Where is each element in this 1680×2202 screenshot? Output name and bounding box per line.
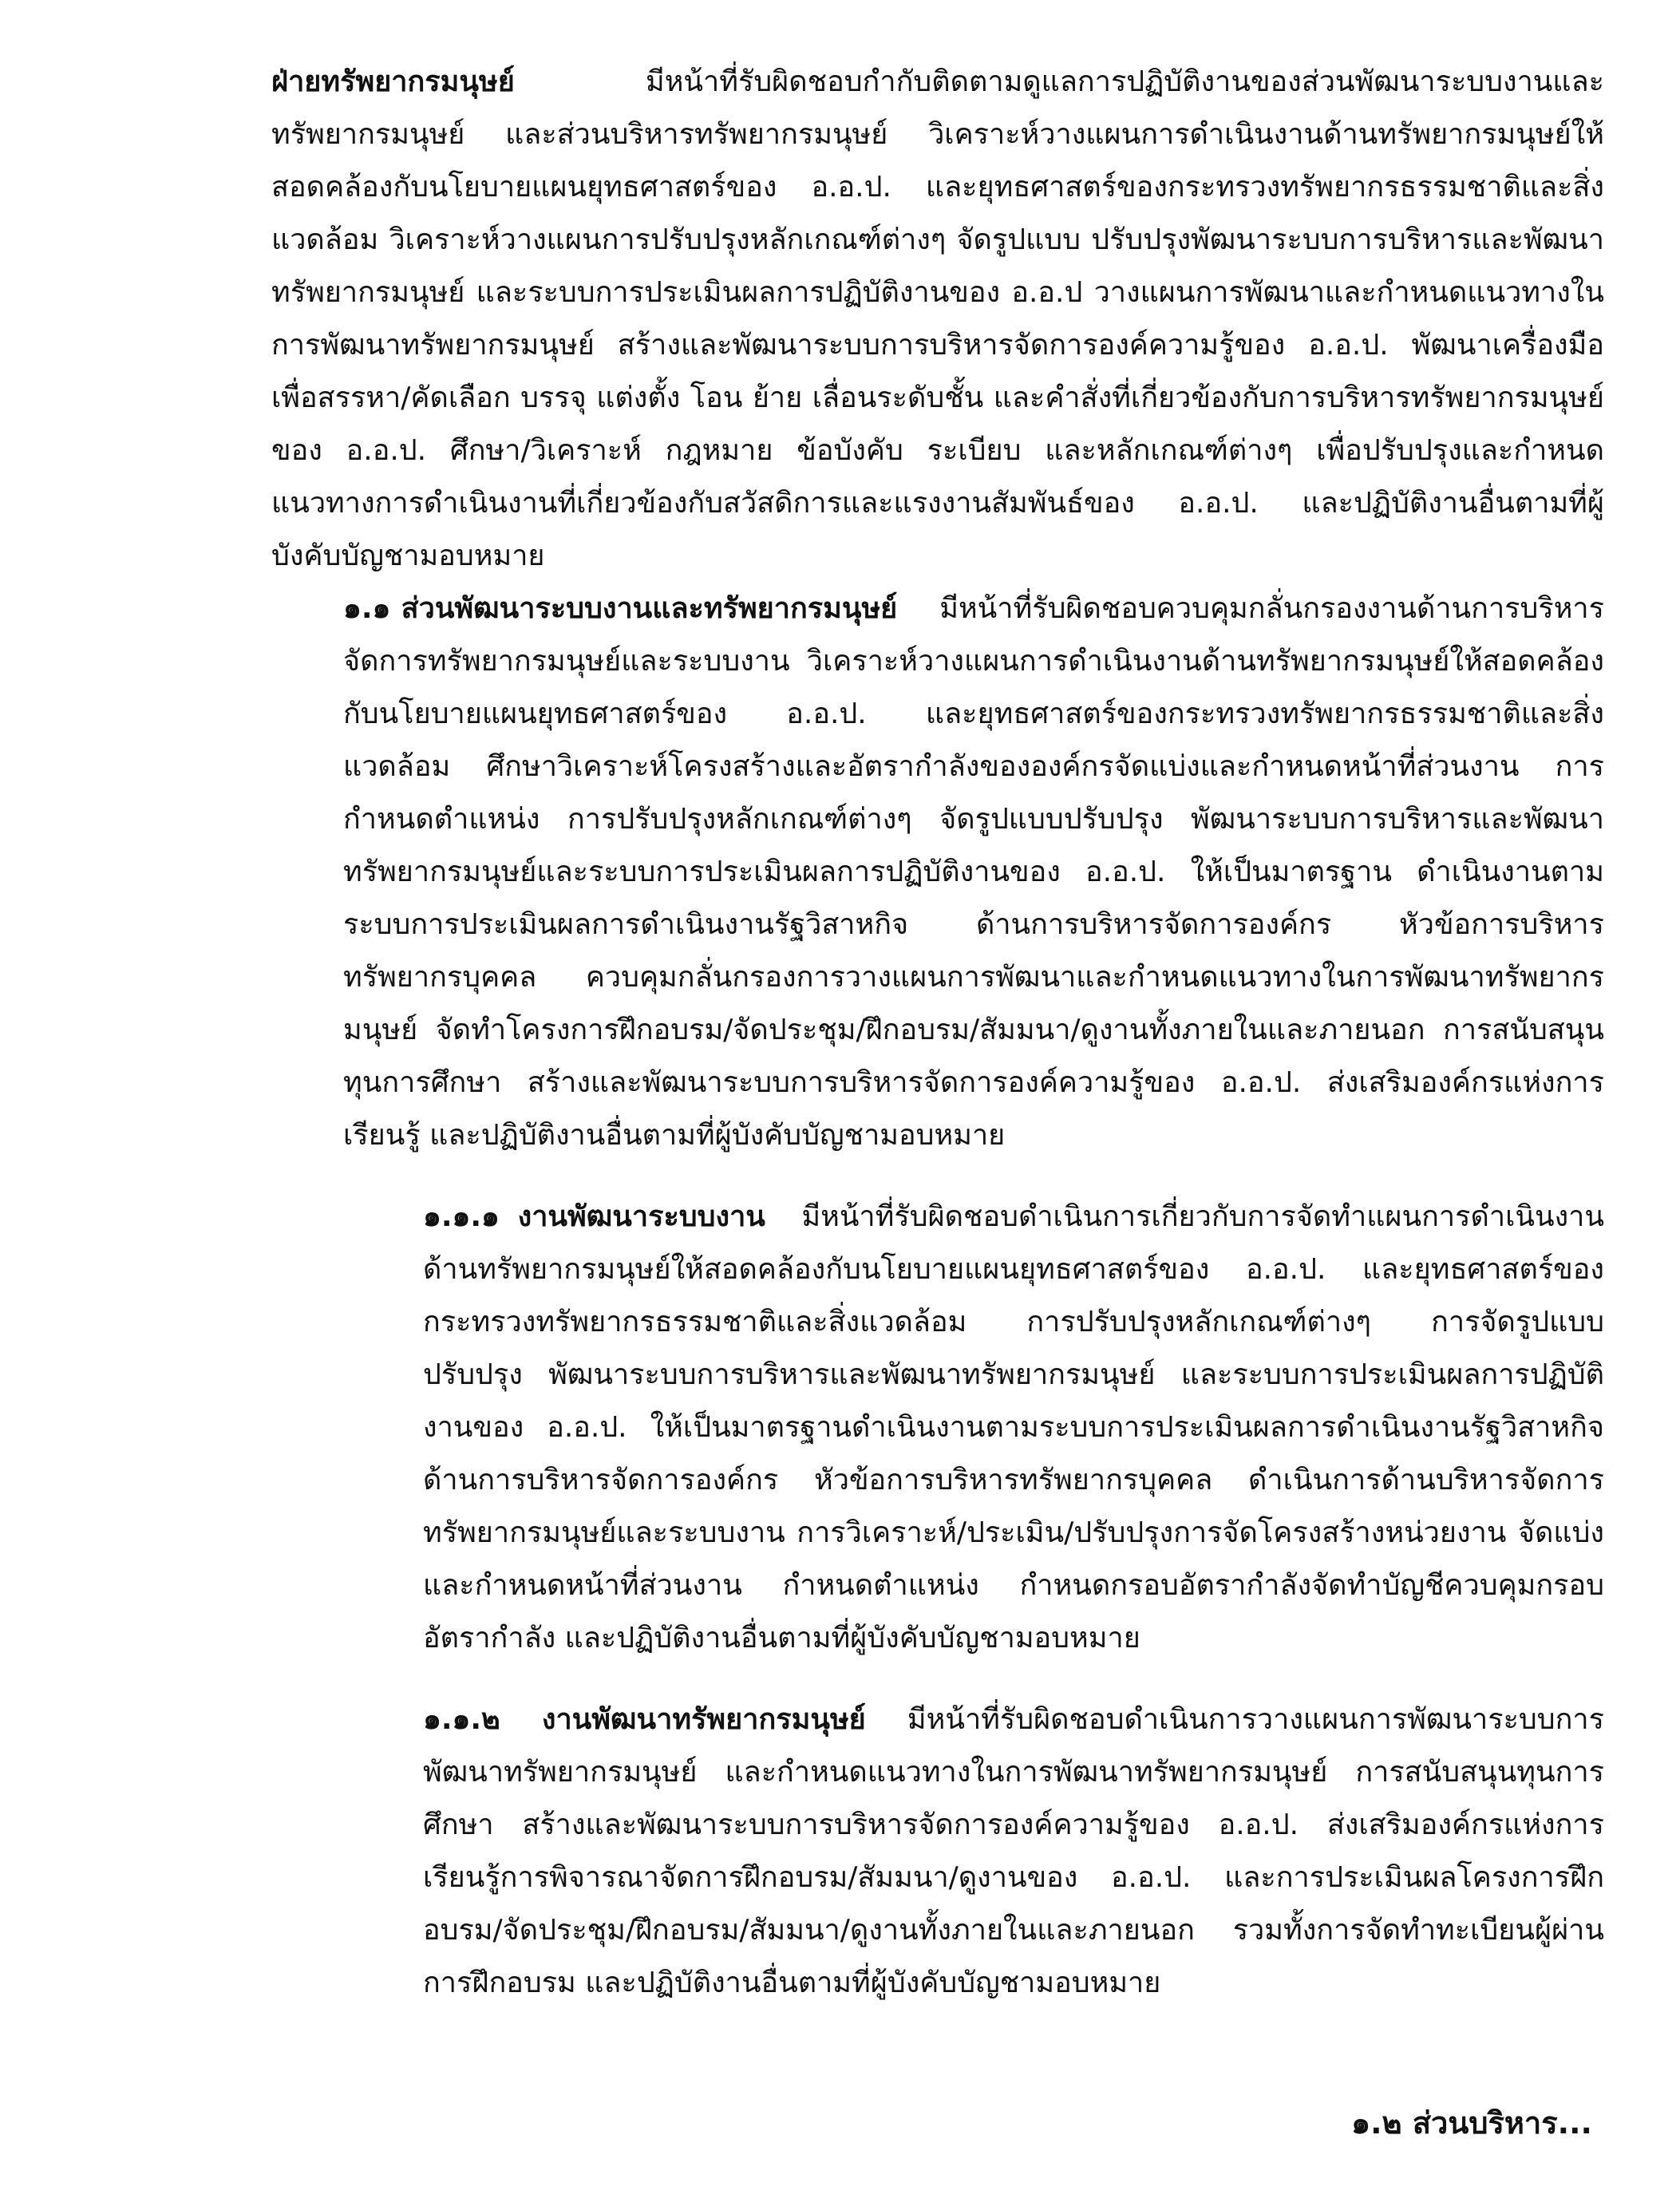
paragraph-section-1-1-1: [80, 1191, 1604, 1665]
heading-hr-department: ฝ่ายทรัพยากรมนุษย์: [271, 65, 515, 98]
heading-section-1-1: ส่วนพัฒนาระบบงานและทรัพยากรมนุษย์: [401, 592, 898, 625]
heading-section-1-1-2: งานพัฒนาทรัพยากรมนุษย์: [541, 1703, 866, 1736]
continuation-marker: [1351, 2099, 1592, 2147]
body-hr-department: มีหน้าที่รับผิดชอบกำกับติดตามดูแลการปฏิบัติงานของส่วนพัฒนาระบบงานและทรัพยากรมนุษย์ และส่วนบริหารทรัพยากรมนุษย์ วิเคราะห์วางแผนการดำเนินงานด้านทรัพยากรมนุษย์ให้สอดคล้องกับนโยบายแผนยุทธศาสตร์ของ อ.อ.ป. และยุทธศาสตร์ของกระทรวงทรัพยากรธรรมชาติและสิ่งแวดล้อม วิเคราะห์วางแผนการปรับปรุงหลักเกณฑ์ต่างๆ จัดรูปแบบ ปรับปรุงพัฒนาระบบการบริหารและพัฒนาทรัพยากรมนุษย์ และระบบการประเมินผลการปฏิบัติงานของ อ.อ.ป วางแผนการพัฒนาและกำหนดแนวทางในการพัฒนาทรัพยากรมนุษย์ สร้างและพัฒนาระบบการบริหารจัดการองค์ความรู้ของ อ.อ.ป. พัฒนาเครื่องมือเพื่อสรรหา/คัดเลือก บรรจุ แต่งตั้ง โอน ย้าย เลื่อนระดับชั้น และคำสั่งที่เกี่ยวข้องกับการบริหารทรัพยากรมนุษย์ของ อ.อ.ป. ศึกษา/วิเคราะห์ กฎหมาย ข้อบังคับ ระเบียบ และหลักเกณฑ์ต่างๆ เพื่อปรับปรุงและกำหนดแนวทางการดำเนินงานที่เกี่ยวข้องกับสวัสดิการและแรงงานสัมพันธ์ของ อ.อ.ป. และปฏิบัติงานอื่นตามที่ผู้บังคับบัญชามอบหมาย: [271, 65, 1604, 572]
number-section-1-1-1: ๑.๑.๑: [423, 1200, 500, 1233]
paragraph-section-1-1: [80, 583, 1604, 1162]
document-content: [80, 56, 1604, 2010]
paragraph-hr-department: [80, 56, 1604, 583]
body-section-1-1-1: มีหน้าที่รับผิดชอบดำเนินการเกี่ยวกับการจัดทำแผนการดำเนินงานด้านทรัพยากรมนุษย์ให้สอดคล้องกับนโยบายแผนยุทธศาสตร์ของ อ.อ.ป. และยุทธศาสตร์ของกระทรวงทรัพยากรธรรมชาติและสิ่งแวดล้อม การปรับปรุงหลักเกณฑ์ต่างๆ การจัดรูปแบบ ปรับปรุง พัฒนาระบบการบริหารและพัฒนาทรัพยากรมนุษย์ และระบบการประเมินผลการปฏิบัติงานของ อ.อ.ป. ให้เป็นมาตรฐานดำเนินงานตามระบบการประเมินผลการดำเนินงานรัฐวิสาหกิจ ด้านการบริหารจัดการองค์กร หัวข้อการบริหารทรัพยากรบุคคล ดำเนินการด้านบริหารจัดการทรัพยากรมนุษย์และระบบงาน การวิเคราะห์/ประเมิน/ปรับปรุงการจัดโครงสร้างหน่วยงาน จัดแบ่งและกำหนดหน้าที่ส่วนงาน กำหนดตำแหน่ง กำหนดกรอบอัตรากำลังจัดทำบัญชีควบคุมกรอบอัตรากำลัง และปฏิบัติงานอื่นตามที่ผู้บังคับบัญชามอบหมาย: [423, 1200, 1605, 1654]
body-section-1-1: มีหน้าที่รับผิดชอบควบคุมกลั่นกรองงานด้านการบริหารจัดการทรัพยากรมนุษย์และระบบงาน วิเคราะห์วางแผนการดำเนินงานด้านทรัพยากรมนุษย์ให้สอดคล้องกับนโยบายแผนยุทธศาสตร์ของ อ.อ.ป. และยุทธศาสตร์ของกระทรวงทรัพยากรธรรมชาติและสิ่งแวดล้อม ศึกษาวิเคราะห์โครงสร้างและอัตรากำลังขององค์กรจัดแบ่งและกำหนดหน้าที่ส่วนงาน การกำหนดตำแหน่ง การปรับปรุงหลักเกณฑ์ต่างๆ จัดรูปแบบปรับปรุง พัฒนาระบบการบริหารและพัฒนาทรัพยากรมนุษย์และระบบการประเมินผลการปฏิบัติงานของ อ.อ.ป. ให้เป็นมาตรฐาน ดำเนินงานตามระบบการประเมินผลการดำเนินงานรัฐวิสาหกิจ ด้านการบริหารจัดการองค์กร หัวข้อการบริหารทรัพยากรบุคคล ควบคุมกลั่นกรองการวางแผนการพัฒนาและกำหนดแนวทางในการพัฒนาทรัพยากรมนุษย์ จัดทำโครงการฝึกอบรม/จัดประชุม/ฝึกอบรม/สัมมนา/ดูงานทั้งภายในและภายนอก การสนับสนุนทุนการศึกษา สร้างและพัฒนาระบบการบริหารจัดการองค์ความรู้ของ อ.อ.ป. ส่งเสริมองค์กรแห่งการเรียนรู้ และปฏิบัติงานอื่นตามที่ผู้บังคับบัญชามอบหมาย: [343, 592, 1604, 1152]
heading-section-1-1-1: งานพัฒนาระบบงาน: [517, 1200, 765, 1233]
continuation-number: ๑.๒: [1351, 2105, 1402, 2141]
continuation-label: ส่วนบริหาร...: [1412, 2105, 1592, 2141]
paragraph-section-1-1-2: [80, 1694, 1604, 2010]
body-section-1-1-2: มีหน้าที่รับผิดชอบดำเนินการวางแผนการพัฒนาระบบการพัฒนาทรัพยากรมนุษย์ และกำหนดแนวทางในการพัฒนาทรัพยากรมนุษย์ การสนับสนุนทุนการศึกษา สร้างและพัฒนาระบบการบริหารจัดการองค์ความรู้ของ อ.อ.ป. ส่งเสริมองค์กรแห่งการเรียนรู้การพิจารณาจัดการฝึกอบรม/สัมมนา/ดูงานของ อ.อ.ป. และการประเมินผลโครงการฝึกอบรม/จัดประชุม/ฝึกอบรม/สัมมนา/ดูงานทั้งภายในและภายนอก รวมทั้งการจัดทำทะเบียนผู้ผ่านการฝึกอบรม และปฏิบัติงานอื่นตามที่ผู้บังคับบัญชามอบหมาย: [423, 1703, 1604, 1999]
number-section-1-1-2: ๑.๑.๒: [423, 1703, 500, 1736]
number-section-1-1: ๑.๑: [343, 592, 391, 625]
